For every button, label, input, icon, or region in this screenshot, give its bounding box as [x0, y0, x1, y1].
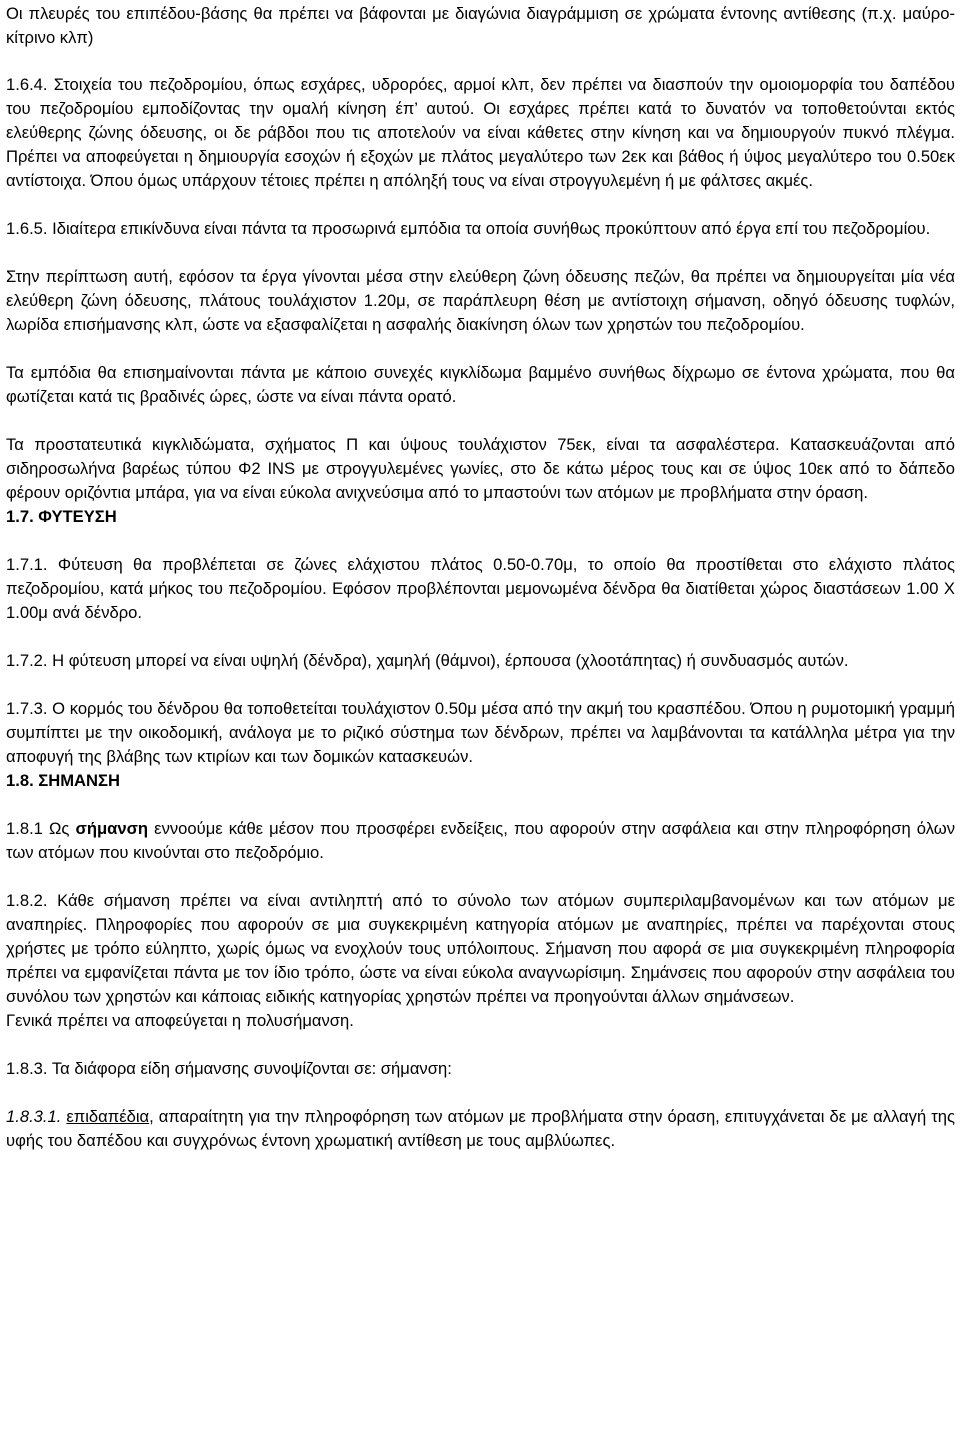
paragraph-1-6-4: 1.6.4. Στοιχεία του πεζοδρομίου, όπως εσχάρες, υδρορόες, αρμοί κλπ, δεν πρέπει να διασπούν την ομοιομορφία του δαπέδου του πεζοδρομίου εμποδίζοντας την ομαλή κίνηση έπ’ αυτού. Οι εσχάρες πρέπει κατά το δυνατόν να τοποθετούνται εκτός ελεύθερης ζώνης όδευσης, οι δε ράβδοι που τις αποτελούν να είναι κάθετες στην κίνηση και να δημιουργούν πυκνό πλέγμα. Πρέπει να αποφεύγεται η δημιουργία εσοχών ή εξοχών με πλάτος μεγαλύτερο των 2εκ και βάθος ή ύψος μεγαλύτερο του 0.50εκ αντίστοιχα. Όπου όμως υπάρχουν τέτοιες πρέπει η απόληξή τους να είναι στρογγυλεμένη ή με φάλτσες ακμές.	[6, 75, 955, 190]
term-floor-signage: επιδαπέδια	[66, 1107, 150, 1126]
term-signage: σήμανση	[75, 819, 149, 838]
paragraph-1-8-1	[6, 817, 955, 865]
paragraph-1-8-2: 1.8.2. Κάθε σήμανση πρέπει να είναι αντιληπτή από το σύνολο των ατόμων συμπεριλαμβανομένων και των ατόμων με αναπηρίες. Πληροφορίες που αφορούν σε μια συγκεκριμένη κατηγορία ατόμων με αναπηρίες, πρέπει να παρέχονται στους χρήστες με τρόπο εύληπτο, χωρίς όμως να ενοχλούν τους υπόλοιπους. Σήμανση που αφορά σε μια συγκεκριμένη πληροφορία πρέπει να εμφανίζεται πάντα με τον ίδιο τρόπο, ώστε να είναι εύκολα αναγνωρίσιμη. Σημάνσεις που αφορούν στην ασφάλεια του συνόλου των χρηστών και κάποιας ειδικής κατηγορίας χρηστών πρέπει να προηγούνται άλλων σημάνσεων.	[6, 891, 955, 1006]
paragraph-1-7-3: 1.7.3. Ο κορμός του δένδρου θα τοποθετείται τουλάχιστον 0.50μ μέσα από την ακμή του κρασπέδου. Όπου η ρυμοτομική γραμμή συμπίπτει με την οικοδομική, ανάλογα με το ριζικό σύστημα των δένδρων, πρέπει να λαμβάνονται τα κατάλληλα μέτρα για την αποφυγή της βλάβης των κτιρίων και των δομικών κατασκευών.	[6, 699, 955, 766]
paragraph-obstacle-marking: Τα εμπόδια θα επισημαίνονται πάντα με κάποιο συνεχές κιγκλίδωμα βαμμένο συνήθως δίχρωμο σε έντονα χρώματα, που θα φωτίζεται κατά τις βραδινές ώρες, ώστε να είναι πάντα ορατό.	[6, 363, 955, 406]
paragraph-1-8-3: 1.8.3. Τα διάφορα είδη σήμανσης συνοψίζονται σε: σήμανση:	[6, 1059, 452, 1078]
paragraph-1-8-3-1	[6, 1105, 955, 1153]
section-heading-planting: 1.7. ΦΥΤΕΥΣΗ	[6, 507, 117, 526]
paragraph-1-8-3-1-text: , απαραίτητη για την πληροφόρηση των ατόμων με προβλήματα στην όραση, επιτυγχάνεται δε με αλλαγή της υφής του δαπέδου και συγχρόνως έντονη χρωματική αντίθεση με τους αμβλύωπες.	[6, 1107, 955, 1150]
section-heading-signage: 1.8. ΣΗΜΑΝΣΗ	[6, 771, 120, 790]
paragraph-avoid-multiple-signage: Γενικά πρέπει να αποφεύγεται η πολυσήμανση.	[6, 1011, 354, 1030]
paragraph-1-8-1-start: 1.8.1 Ως	[6, 819, 76, 838]
paragraph-1-8-1-end: εννοούμε κάθε μέσον που προσφέρει ενδείξεις, που αφορούν στην ασφάλεια και στην πληροφόρηση όλων των ατόμων που κινούνται στο πεζοδρόμιο.	[6, 819, 955, 862]
paragraph-temporary-zone: Στην περίπτωση αυτή, εφόσον τα έργα γίνονται μέσα στην ελεύθερη ζώνη όδευσης πεζών, θα πρέπει να δημιουργείται μία νέα ελεύθερη ζώνη όδευσης, πλάτους τουλάχιστον 1.20μ, σε παράπλευρη θέση με αντίστοιχη σήμανση, οδηγό όδευσης τυφλών, λωρίδα επισήμανσης κλπ, ώστε να εξασφαλίζεται η ασφαλής διακίνηση όλων των χρηστών του πεζοδρομίου.	[6, 267, 955, 334]
paragraph-1-7-2: 1.7.2. Η φύτευση μπορεί να είναι υψηλή (δένδρα), χαμηλή (θάμνοι), έρπουσα (χλοοτάπητας) ή συνδυασμός αυτών.	[6, 651, 849, 670]
paragraph-1-7-1: 1.7.1. Φύτευση θα προβλέπεται σε ζώνες ελάχιστου πλάτος 0.50-0.70μ, το οποίο θα προστίθεται στο ελάχιστο πλάτος πεζοδρομίου, κατά μήκος του πεζοδρομίου. Εφόσον προβλέπονται μεμονωμένα δένδρα θα διατίθεται χώρος διαστάσεων 1.00 Χ 1.00μ ανά δένδρο.	[6, 555, 955, 622]
paragraph-1-6-5: 1.6.5. Ιδιαίτερα επικίνδυνα είναι πάντα τα προσωρινά εμπόδια τα οποία συνήθως προκύπτουν από έργα επί του πεζοδρομίου.	[6, 219, 931, 238]
subsection-number: 1.8.3.1.	[6, 1107, 62, 1126]
paragraph-base-marking: Οι πλευρές του επιπέδου-βάσης θα πρέπει να βάφονται με διαγώνια διαγράμμιση σε χρώματα έντονης αντίθεσης (π.χ. μαύρο-κίτρινο κλπ)	[6, 4, 955, 47]
paragraph-protective-railings: Τα προστατευτικά κιγκλιδώματα, σχήματος Π και ύψους τουλάχιστον 75εκ, είναι τα ασφαλέστερα. Κατασκευάζονται από σιδηροσωλήνα βαρέως τύπου Φ2 INS με στρογγυλεμένες γωνίες, στο δε κάτω μέρος τους και σε ύψος 10εκ από το δάπεδο φέρουν οριζόντια μπάρα, για να είναι εύκολα ανιχνεύσιμα από το μπαστούνι των ατόμων με προβλήματα στην όραση.	[6, 435, 955, 502]
